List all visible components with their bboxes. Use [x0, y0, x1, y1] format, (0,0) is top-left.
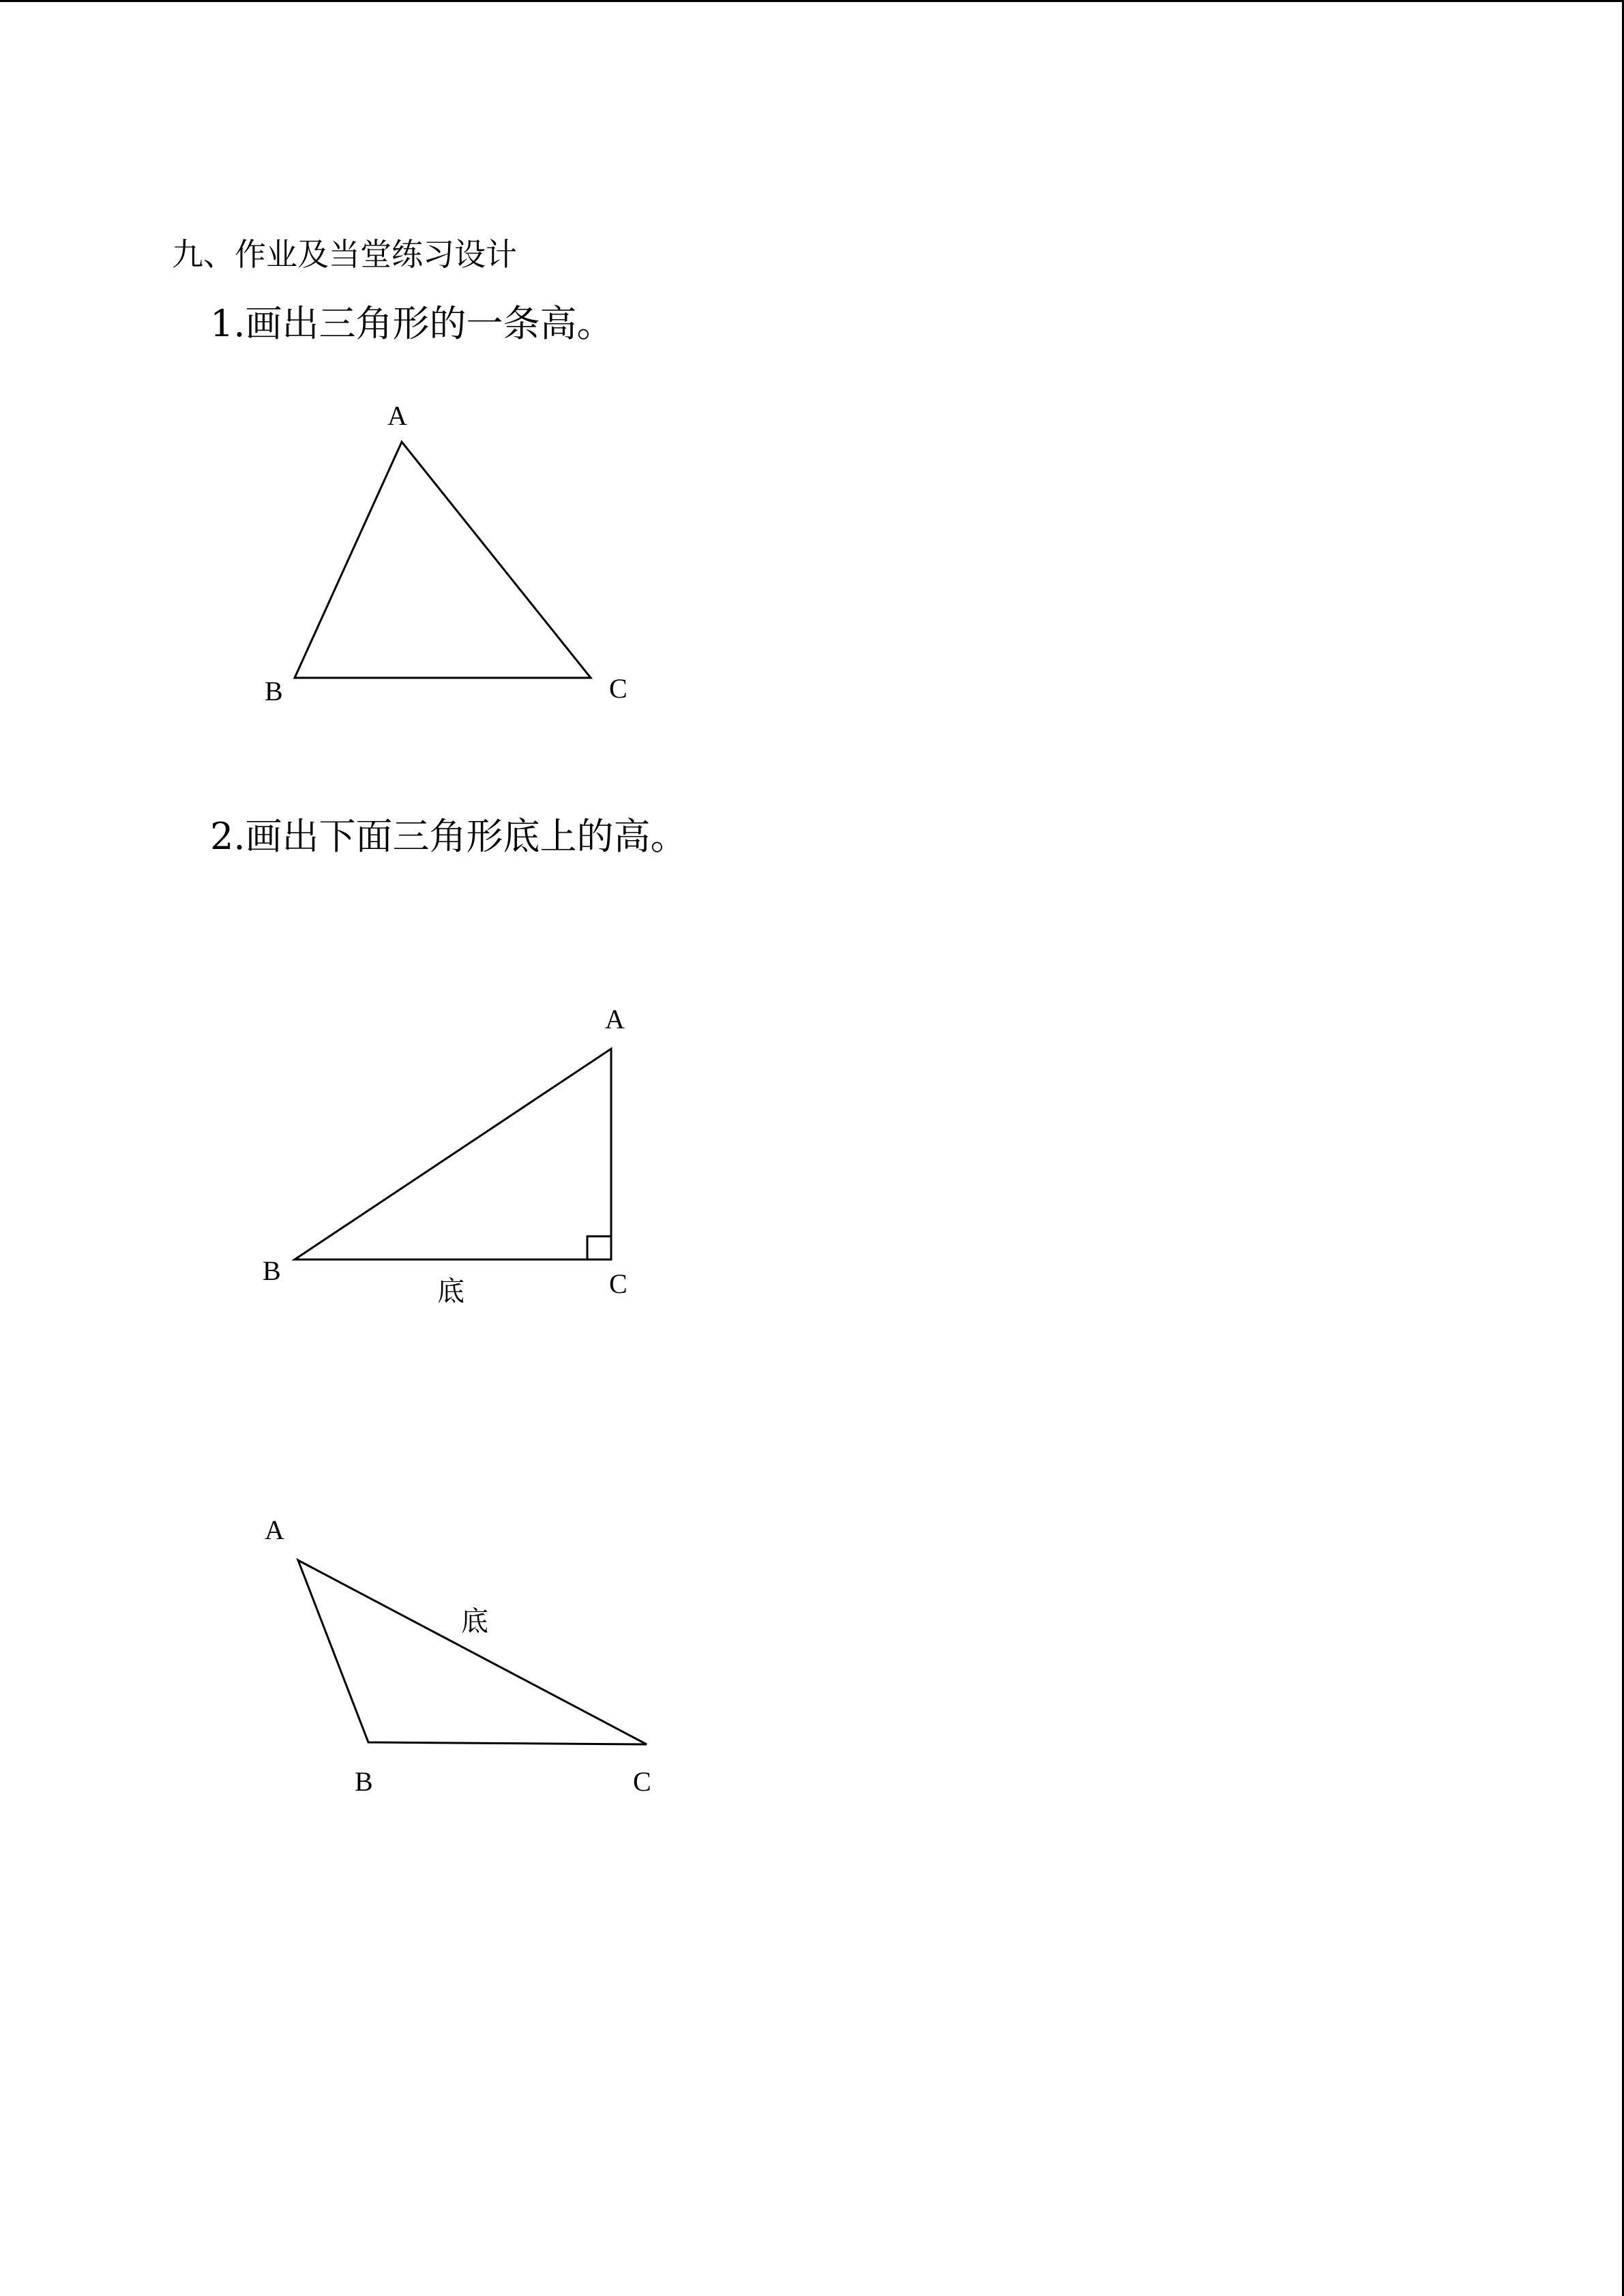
triangle-3 — [265, 1515, 651, 1797]
triangle-3-vertex-b: B — [355, 1766, 373, 1797]
question-2: 2.画出下面三角形底上的高。 — [210, 815, 688, 858]
triangle-2-base-label: 底 — [437, 1276, 464, 1307]
triangle-2 — [263, 1004, 628, 1307]
triangle-3-outline — [298, 1560, 647, 1744]
triangle-1-vertex-c: C — [609, 673, 628, 704]
triangle-1-vertex-a: A — [387, 400, 407, 431]
section-heading: 九、作业及当堂练习设计 — [172, 236, 517, 273]
triangle-2-vertex-b: B — [263, 1255, 281, 1286]
triangle-1-vertex-b: B — [265, 676, 283, 706]
triangle-2-outline — [295, 1049, 611, 1259]
triangle-1-outline — [295, 442, 591, 678]
triangle-2-vertex-c: C — [609, 1268, 628, 1299]
triangle-3-vertex-a: A — [265, 1515, 284, 1545]
triangle-1 — [265, 400, 628, 706]
question-1: 1.画出三角形的一条高。 — [210, 302, 614, 345]
triangle-3-base-label: 底 — [461, 1606, 488, 1637]
triangle-2-vertex-a: A — [605, 1004, 625, 1034]
triangle-2-right-angle-marker — [587, 1236, 611, 1259]
triangle-3-vertex-c: C — [633, 1766, 651, 1797]
